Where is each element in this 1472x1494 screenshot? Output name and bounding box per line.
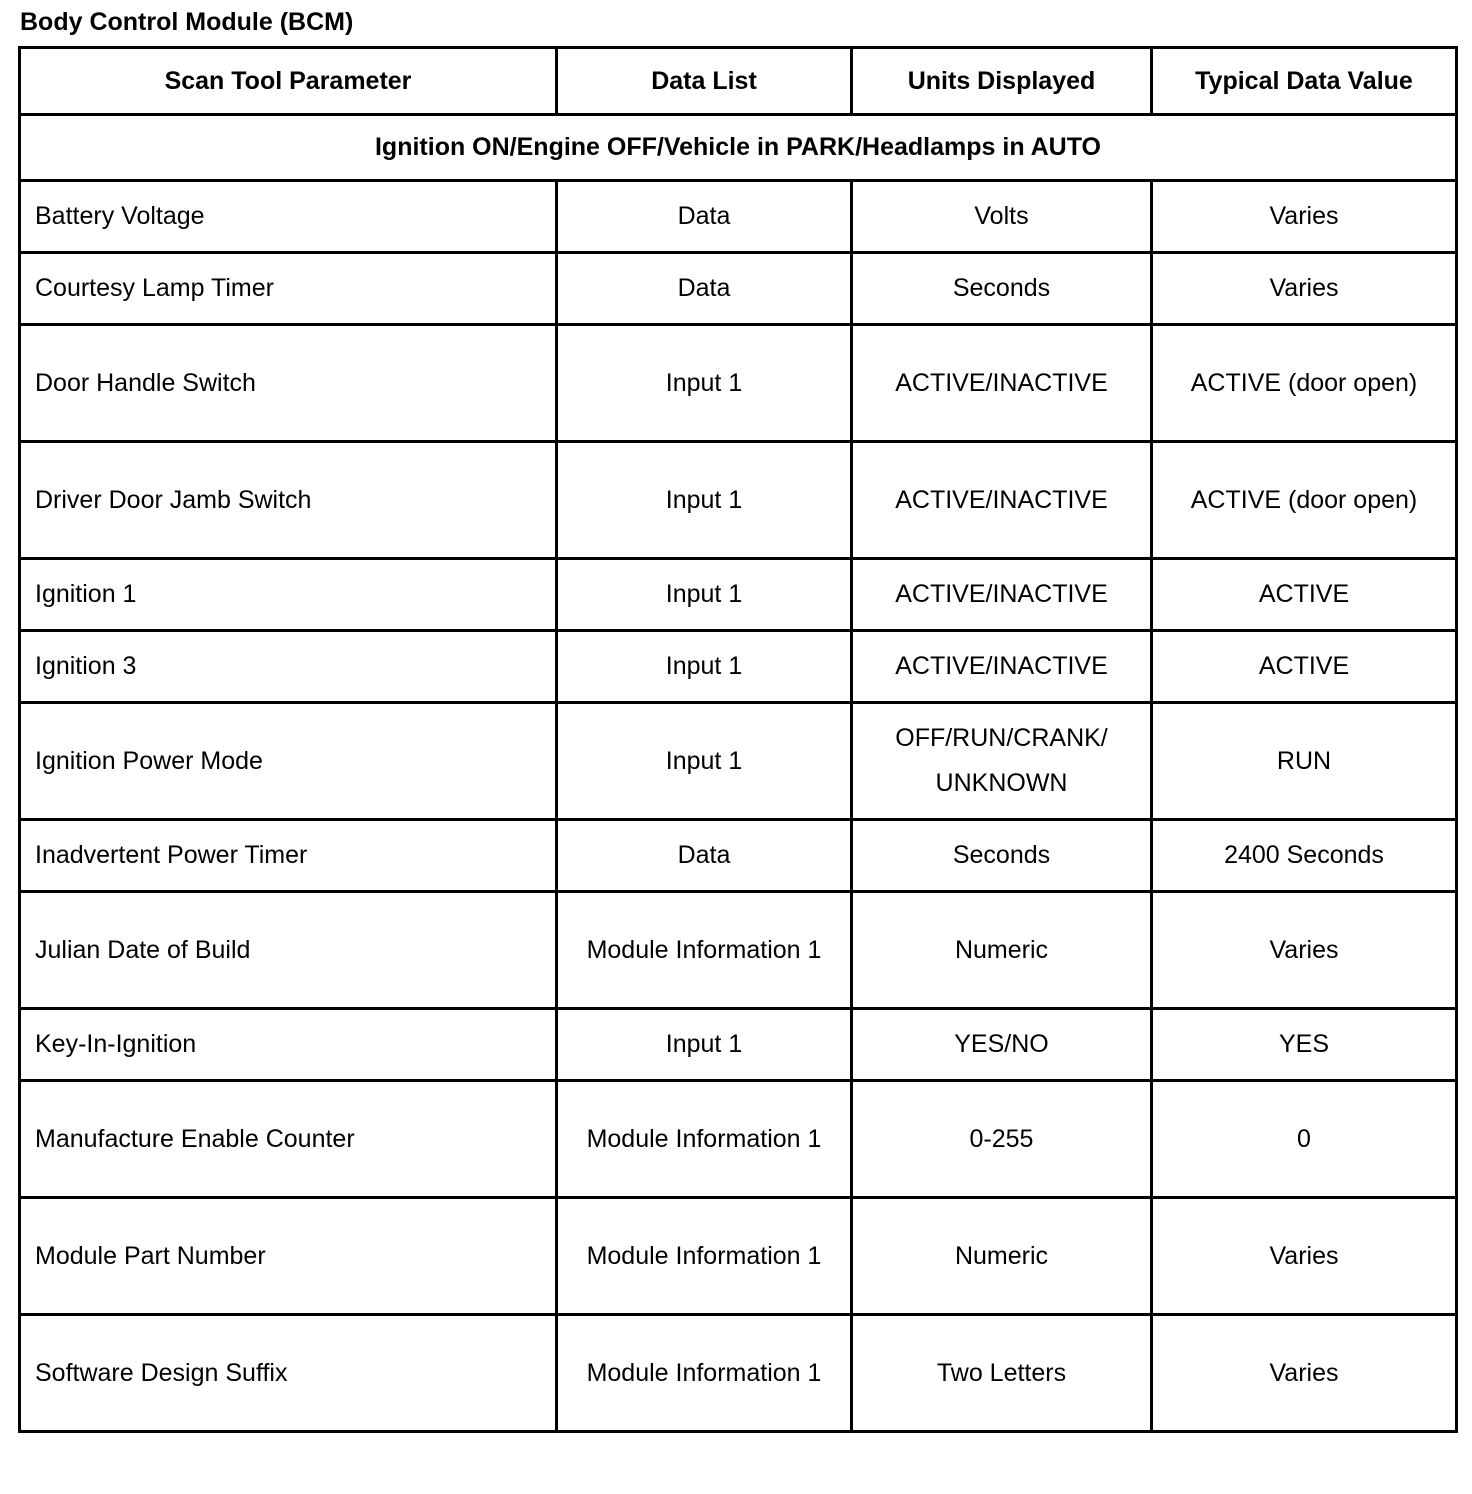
- cell-data-list: Data: [557, 253, 852, 325]
- cell-typical-value: Varies: [1152, 892, 1457, 1009]
- cell-typical-value: ACTIVE (door open): [1152, 325, 1457, 442]
- cell-parameter: Ignition 3: [20, 631, 557, 703]
- cell-units: Two Letters: [852, 1315, 1152, 1432]
- cell-units: Seconds: [852, 253, 1152, 325]
- cell-parameter: Inadvertent Power Timer: [20, 820, 557, 892]
- cell-parameter: Battery Voltage: [20, 181, 557, 253]
- section-row: [20, 115, 1457, 181]
- cell-typical-value: Varies: [1152, 1315, 1457, 1432]
- cell-units: ACTIVE/INACTIVE: [852, 325, 1152, 442]
- table-row: [20, 892, 1457, 1009]
- cell-data-list: Input 1: [557, 1009, 852, 1081]
- table-row: [20, 820, 1457, 892]
- cell-parameter: Module Part Number: [20, 1198, 557, 1315]
- cell-data-list: Input 1: [557, 631, 852, 703]
- bcm-data-table: [18, 46, 1458, 1433]
- cell-units: Seconds: [852, 820, 1152, 892]
- cell-data-list: Input 1: [557, 325, 852, 442]
- cell-data-list: Input 1: [557, 703, 852, 820]
- cell-units: Numeric: [852, 892, 1152, 1009]
- cell-typical-value: ACTIVE: [1152, 559, 1457, 631]
- cell-units: ACTIVE/INACTIVE: [852, 442, 1152, 559]
- table-header-row: [20, 48, 1457, 115]
- table-row: [20, 631, 1457, 703]
- page-title: Body Control Module (BCM): [20, 8, 354, 36]
- table-row: [20, 253, 1457, 325]
- cell-data-list: Module Information 1: [557, 1198, 852, 1315]
- cell-data-list: Module Information 1: [557, 1081, 852, 1198]
- table-row: [20, 1315, 1457, 1432]
- cell-parameter: Driver Door Jamb Switch: [20, 442, 557, 559]
- cell-parameter: Ignition Power Mode: [20, 703, 557, 820]
- table-row: [20, 1009, 1457, 1081]
- cell-parameter: Software Design Suffix: [20, 1315, 557, 1432]
- cell-data-list: Module Information 1: [557, 1315, 852, 1432]
- cell-parameter: Julian Date of Build: [20, 892, 557, 1009]
- cell-typical-value: ACTIVE (door open): [1152, 442, 1457, 559]
- header-typical-data-value: Typical Data Value: [1152, 48, 1457, 115]
- table-row: [20, 442, 1457, 559]
- cell-typical-value: 0: [1152, 1081, 1457, 1198]
- cell-units: OFF/RUN/CRANK/ UNKNOWN: [852, 703, 1152, 820]
- table-row: [20, 1081, 1457, 1198]
- cell-parameter: Ignition 1: [20, 559, 557, 631]
- section-condition: Ignition ON/Engine OFF/Vehicle in PARK/Headlamps in AUTO: [20, 115, 1457, 181]
- table-row: [20, 559, 1457, 631]
- cell-units: Numeric: [852, 1198, 1152, 1315]
- table-row: [20, 1198, 1457, 1315]
- cell-units: ACTIVE/INACTIVE: [852, 631, 1152, 703]
- cell-typical-value: Varies: [1152, 1198, 1457, 1315]
- cell-units: YES/NO: [852, 1009, 1152, 1081]
- cell-typical-value: Varies: [1152, 253, 1457, 325]
- header-scan-tool-parameter: Scan Tool Parameter: [20, 48, 557, 115]
- cell-parameter: Manufacture Enable Counter: [20, 1081, 557, 1198]
- cell-data-list: Data: [557, 820, 852, 892]
- cell-parameter: Door Handle Switch: [20, 325, 557, 442]
- cell-parameter: Courtesy Lamp Timer: [20, 253, 557, 325]
- cell-data-list: Data: [557, 181, 852, 253]
- cell-typical-value: YES: [1152, 1009, 1457, 1081]
- table-row: [20, 703, 1457, 820]
- cell-data-list: Module Information 1: [557, 892, 852, 1009]
- cell-units: Volts: [852, 181, 1152, 253]
- cell-units: 0-255: [852, 1081, 1152, 1198]
- table-row: [20, 181, 1457, 253]
- cell-units: ACTIVE/INACTIVE: [852, 559, 1152, 631]
- cell-typical-value: Varies: [1152, 181, 1457, 253]
- cell-data-list: Input 1: [557, 442, 852, 559]
- cell-typical-value: ACTIVE: [1152, 631, 1457, 703]
- cell-typical-value: 2400 Seconds: [1152, 820, 1457, 892]
- cell-data-list: Input 1: [557, 559, 852, 631]
- cell-parameter: Key-In-Ignition: [20, 1009, 557, 1081]
- header-units-displayed: Units Displayed: [852, 48, 1152, 115]
- header-data-list: Data List: [557, 48, 852, 115]
- table-row: [20, 325, 1457, 442]
- cell-typical-value: RUN: [1152, 703, 1457, 820]
